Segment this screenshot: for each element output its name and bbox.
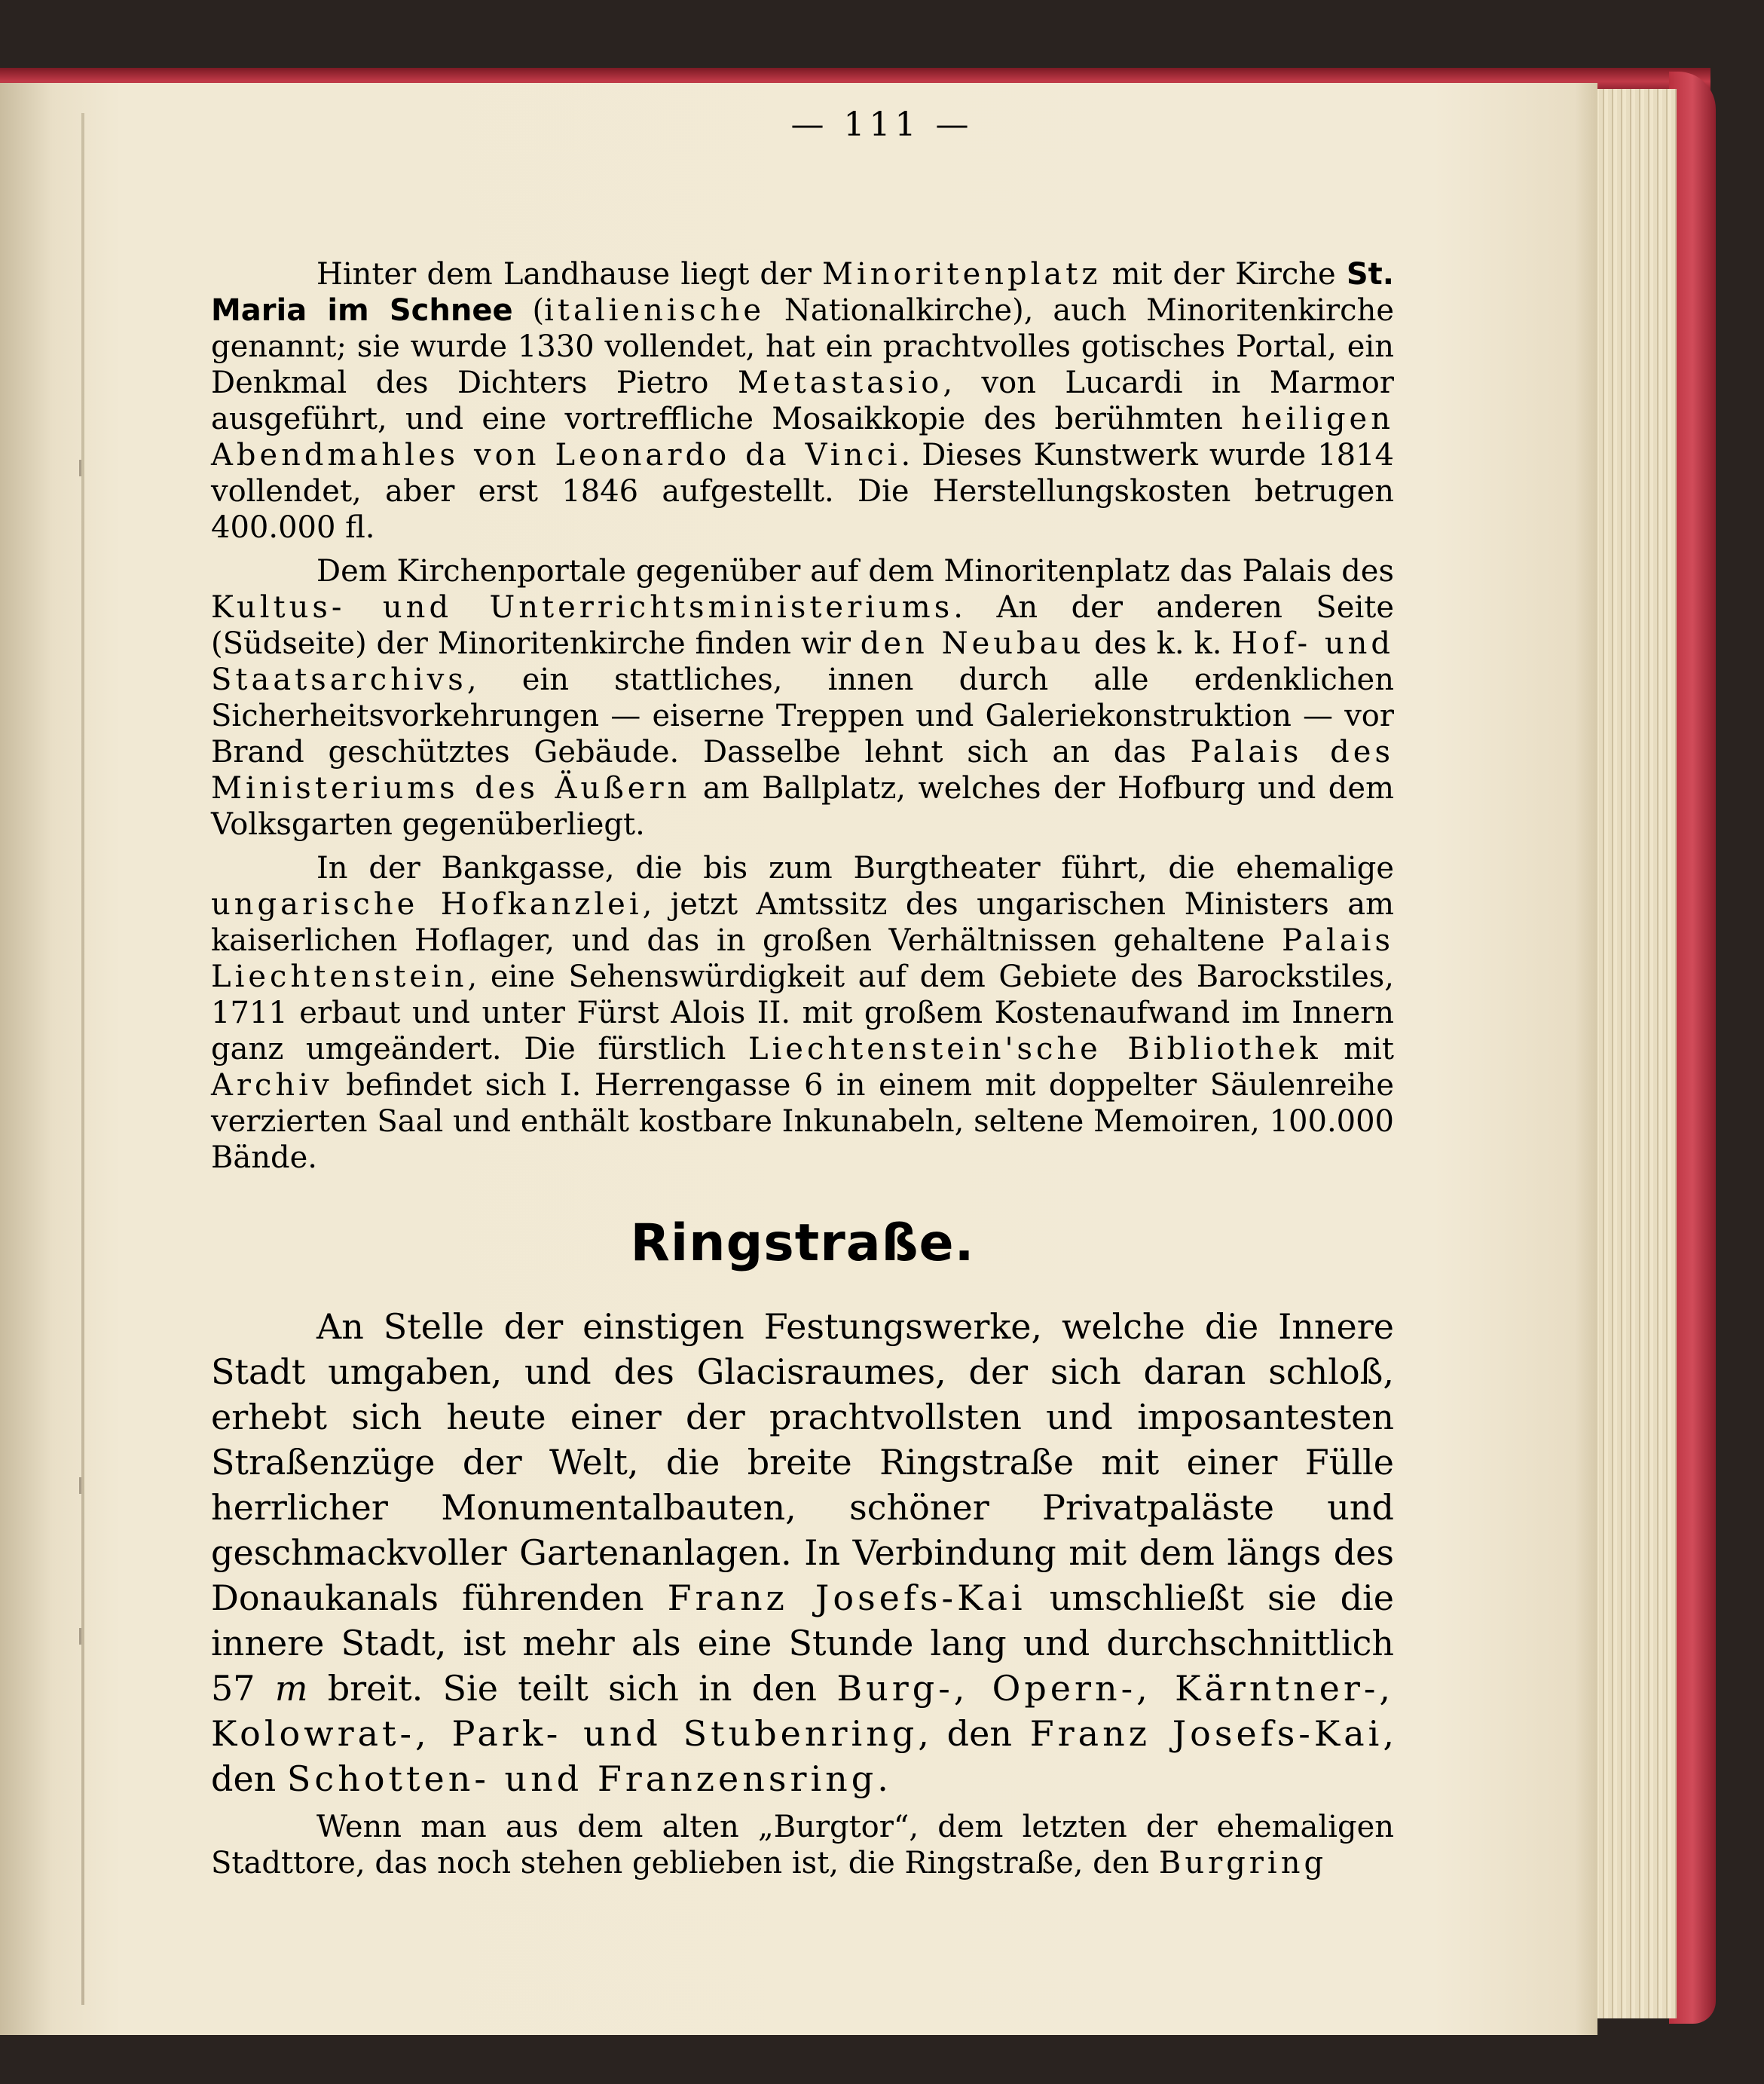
text-run: umschließt sie die innere Stadt, ist mehr als eine Stunde lang und durchschnittlich 57	[211, 1578, 1394, 1709]
text-run: , den	[918, 1713, 1030, 1754]
margin-mark	[79, 460, 81, 476]
text-run: mit der Kirche	[1101, 257, 1347, 292]
text-run: , eine Sehenswürdigkeit auf dem Gebiete des Barockstiles, 1711 erbaut und unter Fürst Alois II. mit großem Kostenaufwand im Innern ganz umgeändert. Die fürstlich	[211, 959, 1394, 1066]
text-run: , den	[211, 1713, 1394, 1799]
text-run: mit	[1321, 1032, 1394, 1066]
text-run: Hinter dem Landhause liegt der	[316, 257, 822, 292]
text-run: , ein stattliches, innen durch alle erdenklichen Sicherheitsvorkehrungen — eiserne Treppen und Galeriekonstruktion — vor Brand geschütztes Gebäude. Dasselbe lehnt sich an das	[211, 663, 1394, 770]
margin-mark	[79, 1628, 81, 1645]
text-run: Dem Kirchenportale gegenüber auf dem Minoritenplatz das Palais des	[316, 554, 1394, 589]
spaced-term: Palais Liechtenstein	[211, 923, 1394, 994]
text-run: am Ballplatz, welches der Hofburg und dem Volksgarten gegenüberliegt.	[211, 771, 1394, 842]
text-run: .	[877, 1758, 888, 1799]
paragraph-kirchenportale	[211, 553, 1394, 843]
spaced-term: Palais des Ministeriums des Äußern	[211, 735, 1394, 806]
text-run: An Stelle der einstigen Festungswerke, welche die Innere Stadt umgaben, und des Glacisraumes, der sich daran schloß, erhebt sich heute einer der prachtvollsten und imposantesten Straßenzüge der Welt, die breite Ringstraße mit einer Fülle herrlicher Monumentalbauten, schöner Privatpaläste und geschmackvoller Gartenanlagen. In Verbindung mit dem längs des Donaukanals führenden	[211, 1306, 1394, 1618]
spaced-term: den Neubau	[860, 626, 1085, 661]
text-run: . An der anderen Seite (Südseite) der Minoritenkirche finden wir	[211, 590, 1394, 661]
margin-mark	[79, 1477, 81, 1494]
text-run: breit. Sie teilt sich in den	[307, 1668, 837, 1709]
spaced-term: Burgring	[1158, 1846, 1328, 1880]
page-leaves-edge	[1590, 89, 1677, 2018]
spaced-term: ungarische Hofkanzlei	[211, 887, 643, 922]
text-run: Wenn man aus dem alten „Burgtor“, dem letzten der ehemaligen Stadttore, das noch stehen geblieben ist, die Ringstraße, den	[211, 1810, 1394, 1880]
spaced-term: Liechtenstein'sche Bibliothek	[747, 1032, 1322, 1066]
spaced-term: Hof- und Staatsarchivs	[211, 626, 1395, 697]
spaced-term: Archiv	[211, 1068, 333, 1103]
spaced-term: Franz Josefs-Kai	[1029, 1713, 1383, 1754]
text-run: , von Lucardi in Marmor ausgeführt, und eine vortreffliche Mosaikkopie des berühmten	[211, 366, 1394, 436]
page-number: — 111 —	[790, 106, 974, 144]
page-body	[211, 256, 1394, 1881]
text-run: (	[512, 293, 545, 328]
page-gutter	[81, 113, 84, 2005]
spaced-term: Minoritenplatz	[821, 257, 1102, 292]
spaced-term: Schotten- und Franzensring	[286, 1758, 878, 1799]
text-run: In der Bankgasse, die bis zum Burgtheater führt, die ehemalige	[316, 851, 1394, 886]
bold-term: St. Maria im Schnee	[211, 257, 1394, 328]
spaced-term: heiligen Abendmahles von Leonardo da Vinci	[211, 402, 1394, 473]
spaced-term: Kultus- und Unterrichtsministeriums	[211, 590, 954, 625]
text-run: , jetzt Amtssitz des ungarischen Ministers am kaiserlichen Hoflager, und das in großen Verhältnissen gehaltene	[211, 887, 1395, 958]
spaced-term: italienische	[544, 293, 765, 328]
paragraph-minoritenplatz	[211, 256, 1394, 546]
spaced-term: Franz Josefs-Kai	[667, 1578, 1026, 1618]
section-heading-ringstrasse: Ringstraße.	[630, 1213, 975, 1273]
text-run: . Dieses Kunstwerk wurde 1814 vollendet, aber erst 1846 aufgestellt. Die Herstellungskosten betrugen 400.000 fl.	[211, 438, 1394, 545]
text-run: befindet sich I. Herrengasse 6 in einem mit doppelter Säulenreihe verzierten Saal und enthält kostbare Inkunabeln, seltene Memoiren, 100.000 Bände.	[211, 1068, 1394, 1175]
paragraph-burgtor	[211, 1809, 1394, 1881]
text-run: des k. k.	[1084, 626, 1232, 661]
spaced-term: Burg-, Opern-, Kärntner-, Kolowrat-, Park- und Stubenring	[211, 1668, 1394, 1754]
unit-meter: m	[274, 1668, 308, 1709]
text-run: Nationalkirche), auch Minoritenkirche genannt; sie wurde 1330 vollendet, hat ein prachtvolles gotisches Portal, ein Denkmal des Dichters Pietro	[211, 293, 1394, 400]
paragraph-bankgasse	[211, 850, 1394, 1176]
paragraph-ringstrasse-intro	[211, 1304, 1394, 1801]
spaced-term: Metastasio	[737, 366, 943, 400]
